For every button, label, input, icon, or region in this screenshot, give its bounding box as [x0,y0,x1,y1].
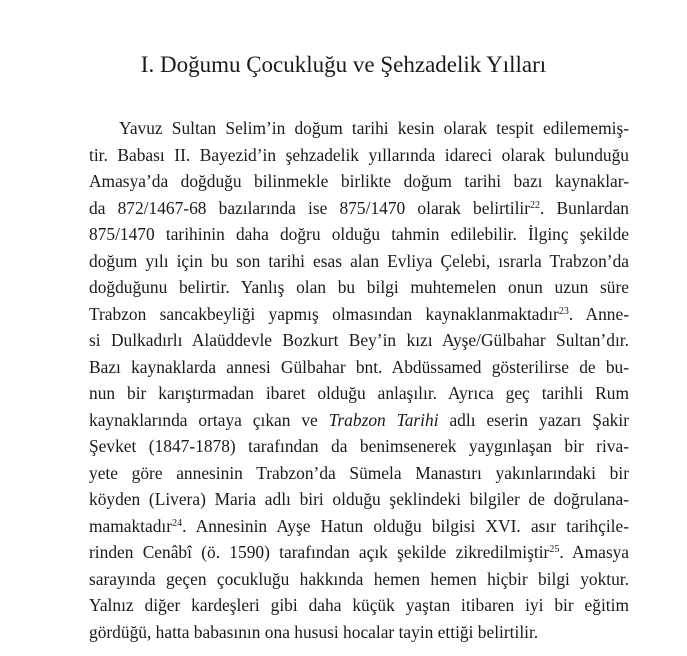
footnote-ref-22[interactable]: 22 [530,199,541,211]
text-line [89,301,629,328]
body-paragraph [89,115,629,645]
book-title-italic: Trabzon Tarihi [328,409,439,430]
text-segment: kaynaklarında ortaya çıkan ve [89,409,329,430]
text-line [89,354,629,381]
footnote-ref-25[interactable]: 25 [549,544,560,555]
text-line [89,274,629,301]
text-segment: . Annesinin Ayşe Hatun olduğu bilgisi XVI. asır tarihçile- [182,515,629,536]
text-segment: köyden (Livera) Maria adlı biri olduğu şeklindeki bilgiler de doğrulana- [89,489,629,509]
text-segment: yete göre annesinin Trabzon’da Sümela Manastırı yakınlarındaki bir [89,462,629,483]
text-line [89,380,629,407]
text-line [89,513,629,540]
text-line [89,407,629,434]
text-segment: 875/1470 tarihinin daha doğru olduğu tahmin edilebilir. İlginç şekilde [89,224,629,244]
text-line [89,327,629,354]
text-segment: doğum yılı için bu son tarihi esas alan Evliya Çelebi, ısrarla Trabzon’da [89,250,629,271]
text-line [89,195,629,222]
text-line [89,486,629,513]
text-segment: . Amasya [559,542,629,562]
text-line [89,142,629,169]
text-line [89,460,629,487]
text-segment: Trabzon sancakbeyliği yapmış olmasından kaynaklanmaktadır [89,303,559,324]
text-segment: doğduğunu belirtir. Yanlış olan bu bilgi muhtemelen onun uzun süre [89,277,629,297]
text-line [89,566,629,593]
text-line [89,115,629,142]
text-line [89,539,629,566]
footnote-ref-24[interactable]: 24 [172,517,183,529]
text-segment: Yavuz Sultan Selim’in doğum tarihi kesin olarak tespit edilememiş- [119,118,629,138]
text-segment: . Anne- [568,303,629,324]
text-segment: sarayında geçen çocukluğu hakkında hemen hemen hiçbir bilgi yoktur. [89,568,629,589]
text-segment: gördüğü, hatta babasının ona hususi hocalar tayin ettiği belirtilir. [89,621,539,642]
text-segment: Amasya’da doğduğu bilinmekle birlikte doğum tarihi bazı kaynaklar- [89,171,629,191]
footnote-ref-23[interactable]: 23 [558,305,569,317]
text-segment: Şevket (1847-1878) tarafından da benimsenerek yaygınlaşan bir riva- [89,436,629,456]
section-heading: I. Doğumu Çocukluğu ve Şehzadelik Yılları [140,52,547,77]
text-line [89,433,629,460]
text-line [89,592,629,619]
text-segment: tir. Babası II. Bayezid’in şehzadelik yıllarında idareci olarak bulunduğu [89,144,629,165]
text-segment: Bazı kaynaklarda annesi Gülbahar bnt. Abdüssamed gösterilirse de bu- [89,356,629,377]
text-segment: adlı eserin yazarı Şakir [438,409,629,430]
text-segment: da 872/1467-68 bazılarında ise 875/1470 olarak belirtilir [89,197,531,218]
text-segment: mamaktadır [89,515,173,536]
text-segment: si Dulkadırlı Alaüddevle Bozkurt Bey’in kızı Ayşe/Gülbahar Sultan’dır. [89,330,629,350]
text-line [89,619,629,646]
text-line [89,248,629,275]
text-segment: rinden Cenâbî (ö. 1590) tarafından açık şekilde zikredilmiştir [89,542,550,562]
text-segment: . Bunlardan [540,197,629,218]
text-line [89,221,629,248]
text-segment: Yalnız diğer kardeşleri gibi daha küçük yaştan itibaren iyi bir eğitim [89,595,629,615]
text-segment: nun bir karıştırmadan ibaret olduğu anlaşılır. Ayrıca geç tarihli Rum [89,383,629,403]
text-line [89,168,629,195]
